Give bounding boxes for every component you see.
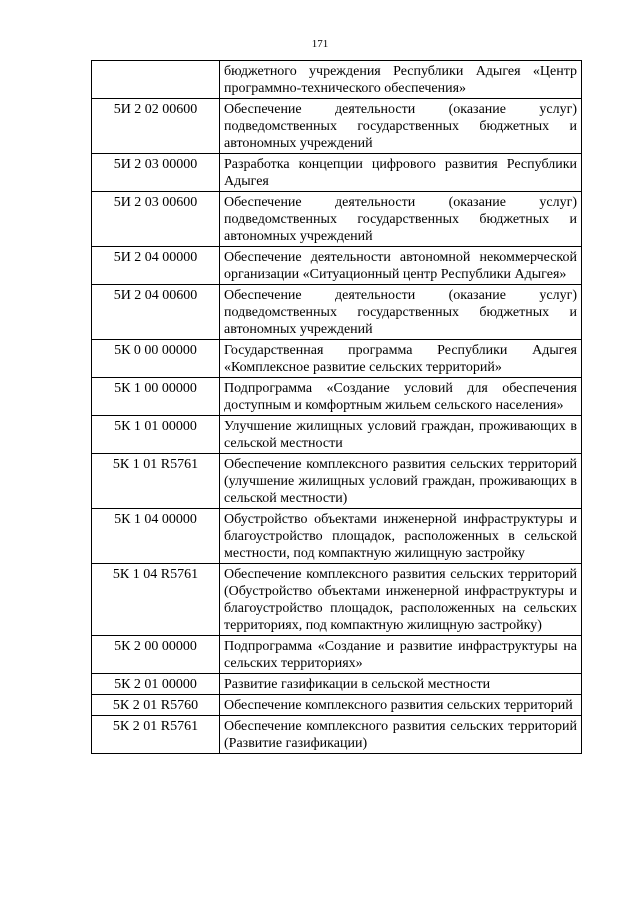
item-name-cell: Развитие газификации в сельской местности xyxy=(220,674,582,695)
target-code-cell: 5К 1 01 00000 xyxy=(92,416,220,454)
table-row xyxy=(92,61,582,99)
target-code-cell: 5К 2 01 R5761 xyxy=(92,716,220,754)
table-row xyxy=(92,695,582,716)
item-name-cell: Обеспечение комплексного развития сельских территорий xyxy=(220,695,582,716)
target-code-cell xyxy=(92,61,220,99)
item-name-cell: Обеспечение комплексного развития сельских территорий (Развитие газификации) xyxy=(220,716,582,754)
target-code-cell: 5И 2 04 00600 xyxy=(92,285,220,340)
table-row xyxy=(92,509,582,564)
table-row xyxy=(92,378,582,416)
target-code-cell: 5И 2 04 00000 xyxy=(92,247,220,285)
table-row xyxy=(92,340,582,378)
item-name-cell: Обеспечение деятельности (оказание услуг) подведомственных государственных бюджетных и автономных учреждений xyxy=(220,192,582,247)
table-row xyxy=(92,716,582,754)
target-code-cell: 5К 0 00 00000 xyxy=(92,340,220,378)
target-code-cell: 5К 2 01 R5760 xyxy=(92,695,220,716)
target-code-cell: 5К 2 00 00000 xyxy=(92,636,220,674)
target-code-cell: 5И 2 03 00600 xyxy=(92,192,220,247)
table-row xyxy=(92,636,582,674)
table-row xyxy=(92,285,582,340)
item-name-cell: Разработка концепции цифрового развития Республики Адыгея xyxy=(220,154,582,192)
target-code-cell: 5К 1 04 R5761 xyxy=(92,564,220,636)
item-name-cell: Подпрограмма «Создание условий для обеспечения доступным и комфортным жильем сельского населения» xyxy=(220,378,582,416)
item-name-cell: Обеспечение комплексного развития сельских территорий (Обустройство объектами инженерной инфраструктуры и благоустройство площадок, расположенных на сельских территориях, под компактную жилищную застройку) xyxy=(220,564,582,636)
item-name-cell: бюджетного учреждения Республики Адыгея «Центр программно-технического обеспечения» xyxy=(220,61,582,99)
table-row xyxy=(92,247,582,285)
table-row xyxy=(92,154,582,192)
target-code-cell: 5К 1 01 R5761 xyxy=(92,454,220,509)
item-name-cell: Обеспечение деятельности автономной некоммерческой организации «Ситуационный центр Республики Адыгея» xyxy=(220,247,582,285)
item-name-cell: Обустройство объектами инженерной инфраструктуры и благоустройство площадок, расположенных в сельской местности, под компактную жилищную застройку xyxy=(220,509,582,564)
table-row xyxy=(92,564,582,636)
target-code-cell: 5К 1 00 00000 xyxy=(92,378,220,416)
table-row xyxy=(92,99,582,154)
target-code-cell: 5И 2 02 00600 xyxy=(92,99,220,154)
item-name-cell: Улучшение жилищных условий граждан, проживающих в сельской местности xyxy=(220,416,582,454)
target-code-cell: 5И 2 03 00000 xyxy=(92,154,220,192)
item-name-cell: Подпрограмма «Создание и развитие инфраструктуры на сельских территориях» xyxy=(220,636,582,674)
item-name-cell: Обеспечение деятельности (оказание услуг) подведомственных государственных бюджетных и автономных учреждений xyxy=(220,99,582,154)
item-name-cell: Обеспечение деятельности (оказание услуг) подведомственных государственных бюджетных и автономных учреждений xyxy=(220,285,582,340)
item-name-cell: Обеспечение комплексного развития сельских территорий (улучшение жилищных условий граждан, проживающих в сельской местности) xyxy=(220,454,582,509)
item-name-cell: Государственная программа Республики Адыгея «Комплексное развитие сельских территорий» xyxy=(220,340,582,378)
table-row xyxy=(92,192,582,247)
page-number: 171 xyxy=(311,38,329,50)
table-row xyxy=(92,674,582,695)
table-row xyxy=(92,416,582,454)
table-row xyxy=(92,454,582,509)
target-code-cell: 5К 2 01 00000 xyxy=(92,674,220,695)
target-code-cell: 5К 1 04 00000 xyxy=(92,509,220,564)
budget-classification-table xyxy=(91,60,582,754)
